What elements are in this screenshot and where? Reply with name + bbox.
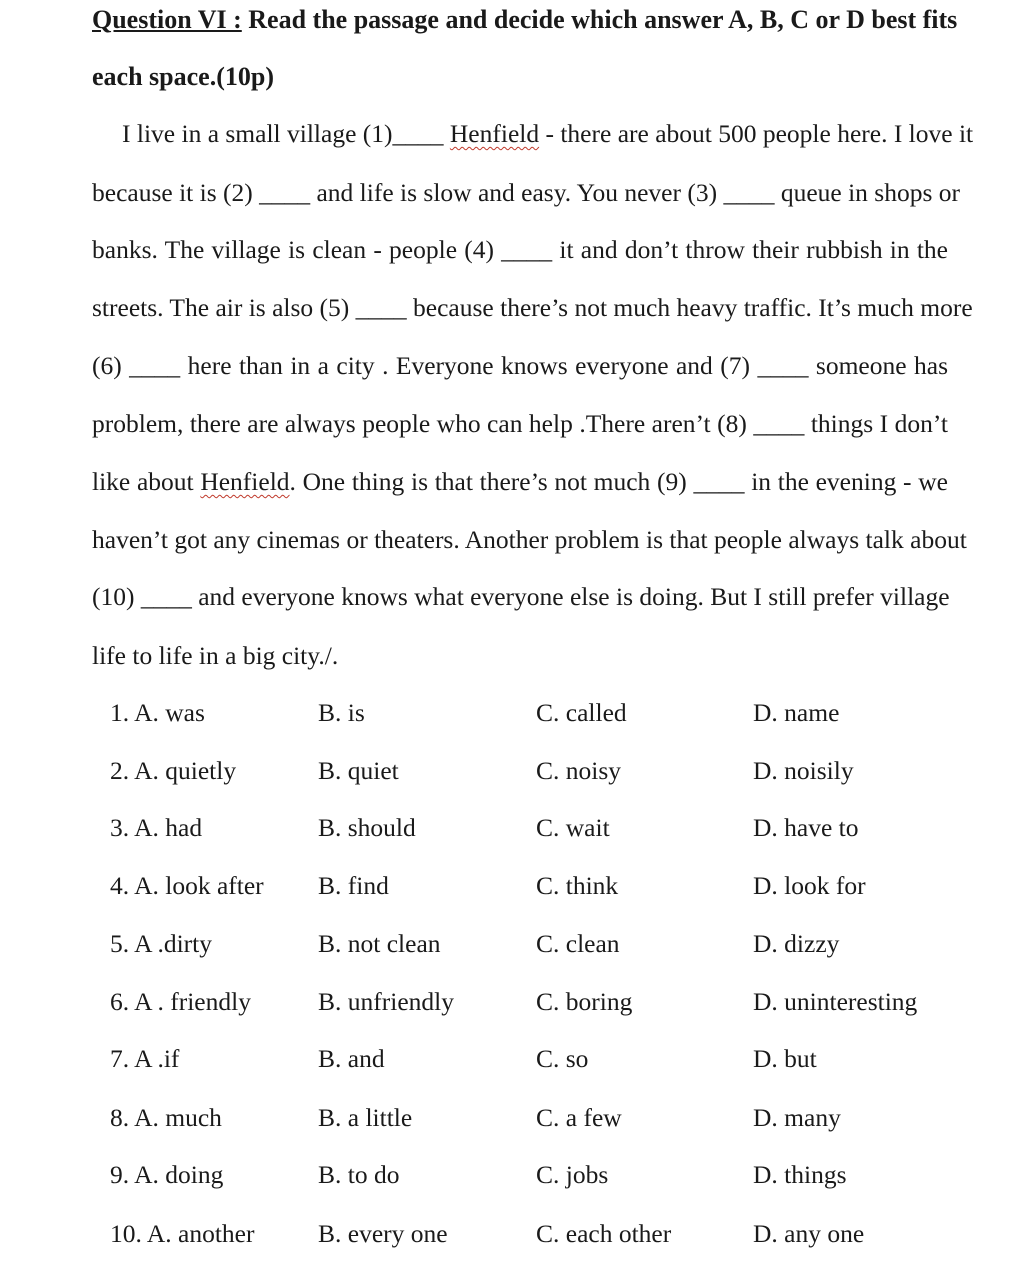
passage-line-4: streets. The air is also (5) ____ because there’s not much heavy traffic. It’s much more: [92, 293, 973, 322]
passage-line-5: (6) ____ here than in a city . Everyone knows everyone and (7) ____ someone has: [92, 351, 948, 380]
option-d: D. have to: [753, 813, 859, 842]
option-c: C. a few: [536, 1103, 622, 1132]
passage-line-9: (10) ____ and everyone knows what everyone else is doing. But I still prefer village: [92, 582, 950, 611]
option-a: 10. A. another: [110, 1219, 255, 1248]
option-c: C. wait: [536, 813, 610, 842]
option-c: C. think: [536, 871, 619, 900]
option-d: D. any one: [753, 1219, 865, 1248]
option-a: 2. A. quietly: [110, 756, 237, 785]
option-a: 4. A. look after: [110, 871, 264, 900]
option-b: B. should: [318, 813, 416, 842]
passage-text: . One thing is that there’s not much (9) ____ in the evening - we: [289, 467, 948, 496]
option-c: C. clean: [536, 929, 620, 958]
option-c: C. boring: [536, 987, 633, 1016]
option-d: D. things: [753, 1160, 847, 1189]
passage-line-7: [92, 462, 948, 502]
option-b: B. unfriendly: [318, 987, 454, 1016]
option-a: 3. A. had: [110, 813, 203, 842]
option-a: 9. A. doing: [110, 1160, 224, 1189]
passage-text: I live in a small village (1)____: [122, 119, 450, 148]
passage-line-10: life to life in a big city./.: [92, 641, 339, 670]
option-b: B. quiet: [318, 756, 399, 785]
question-instruction: Read the passage and decide which answer A, B, C or D best fits: [241, 5, 958, 34]
passage-text: like about: [92, 467, 201, 496]
passage-line-6: problem, there are always people who can help .There aren’t (8) ____ things I don’t: [92, 409, 948, 438]
passage-line-8: haven’t got any cinemas or theaters. Another problem is that people always talk about: [92, 525, 967, 554]
option-b: B. to do: [318, 1160, 400, 1189]
passage-line-1: [122, 114, 974, 154]
option-d: D. noisily: [753, 756, 854, 785]
option-c: C. so: [536, 1044, 589, 1073]
spellcheck-word: Henfield: [449, 119, 540, 148]
option-b: B. a little: [318, 1103, 413, 1132]
option-c: C. jobs: [536, 1160, 609, 1189]
option-d: D. many: [753, 1103, 841, 1132]
option-b: B. every one: [318, 1219, 448, 1248]
passage-line-2: because it is (2) ____ and life is slow and easy. You never (3) ____ queue in shops or: [92, 178, 961, 207]
option-b: B. not clean: [318, 929, 441, 958]
option-a: 1. A. was: [110, 698, 205, 727]
option-a: 7. A .if: [110, 1044, 180, 1073]
question-label: Question VI :: [92, 5, 242, 34]
option-d: D. dizzy: [753, 929, 840, 958]
option-b: B. find: [318, 871, 389, 900]
option-a: 6. A . friendly: [110, 987, 251, 1016]
option-c: C. called: [536, 698, 627, 727]
option-d: D. uninteresting: [753, 987, 918, 1016]
option-a: 5. A .dirty: [110, 929, 213, 958]
option-c: C. noisy: [536, 756, 622, 785]
question-heading: [92, 0, 957, 40]
option-b: B. and: [318, 1044, 385, 1073]
spellcheck-word: Henfield: [200, 467, 290, 496]
option-d: D. look for: [753, 871, 866, 900]
option-d: D. but: [753, 1044, 817, 1073]
option-c: C. each other: [536, 1219, 672, 1248]
passage-line-3: banks. The village is clean - people (4) ____ it and don’t throw their rubbish in the: [92, 235, 948, 264]
option-a: 8. A. much: [110, 1103, 222, 1132]
option-b: B. is: [318, 698, 365, 727]
passage-text: - there are about 500 people here. I love it: [539, 119, 974, 148]
question-instruction-continued: each space.(10p): [92, 62, 274, 91]
option-d: D. name: [753, 698, 840, 727]
